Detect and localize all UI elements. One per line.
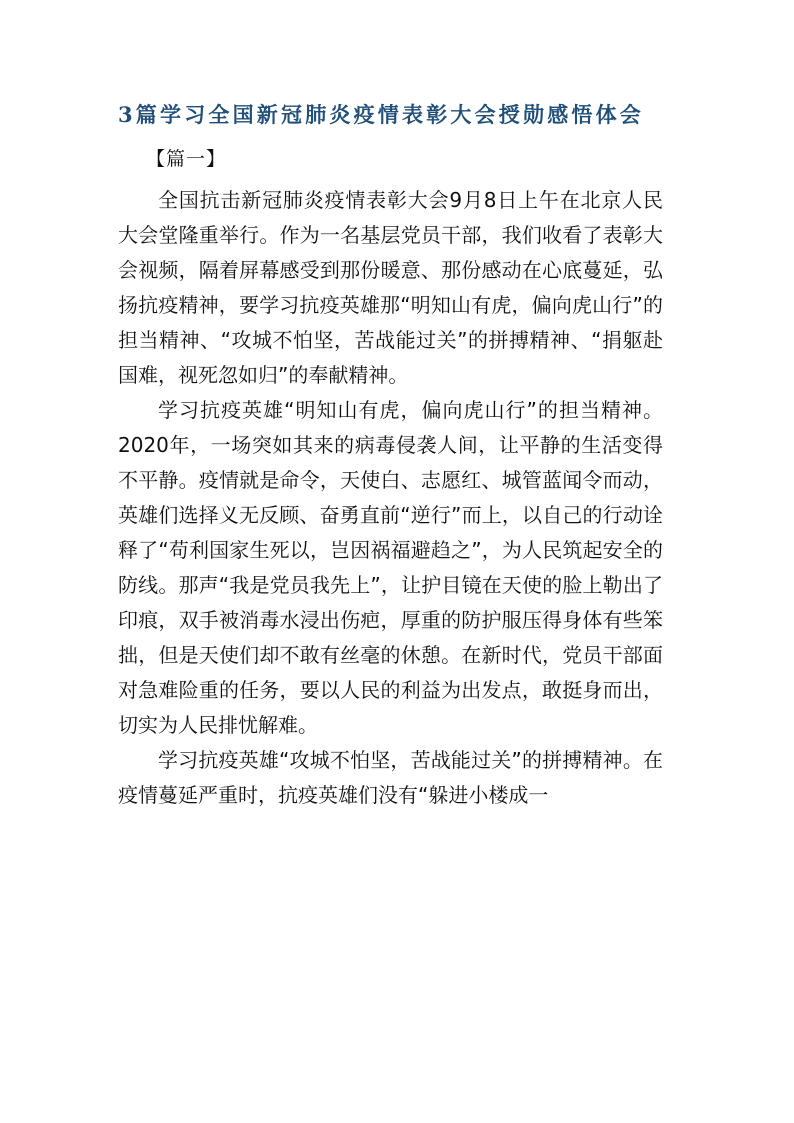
document-body xyxy=(118,183,663,813)
paragraph: 全国抗击新冠肺炎疫情表彰大会9月8日上午在北京人民大会堂隆重举行。作为一名基层党员干部，我们收看了表彰大会视频，隔着屏幕感受到那份暖意、那份感动在心底蔓延，弘扬抗疫精神，要学习抗疫英雄那“明知山有虎，偏向虎山行”的担当精神、“攻城不怕坚，苦战能过关”的拼搏精神、“捐躯赴国难，视死忽如归”的奉献精神。 xyxy=(118,188,663,387)
paragraph: 学习抗疫英雄“明知山有虎，偏向虎山行”的担当精神。2020年，一场突如其来的病毒侵袭人间，让平静的生活变得不平静。疫情就是命令，天使白、志愿红、城管蓝闻令而动，英雄们选择义无反顾、奋勇直前“逆行”而上，以自己的行动诠释了“苟利国家生死以，岂因祸福避趋之”，为人民筑起安全的防线。那声“我是党员我先上”，让护目镜在天使的脸上勒出了印痕，双手被消毒水浸出伤疤，厚重的防护服压得身体有些笨拙，但是天使们却不敢有丝毫的休憩。在新时代，党员干部面对急难险重的任务，要以人民的利益为出发点，敢挺身而出，切实为人民排忧解难。 xyxy=(118,398,663,737)
section-label: 【篇一】 xyxy=(146,148,227,170)
document-title: 3篇学习全国新冠肺炎疫情表彰大会授勋感悟体会 xyxy=(118,102,645,127)
paragraph: 学习抗疫英雄“攻城不怕坚，苦战能过关”的拼搏精神。在疫情蔓延严重时，抗疫英雄们没有“躲进小楼成一 xyxy=(118,748,663,807)
